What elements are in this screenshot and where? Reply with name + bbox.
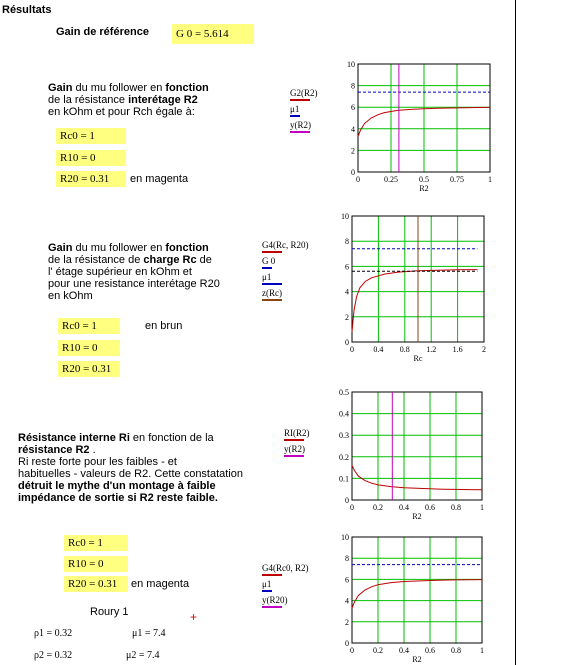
plot-frame — [352, 392, 482, 500]
x-tick-label: 0.4 — [373, 345, 384, 354]
series-g4-rc0-r2 — [352, 580, 482, 608]
y-tick-label: 4 — [345, 596, 349, 606]
y-tick-label: 2 — [345, 312, 349, 322]
x-tick-label: 0.6 — [425, 503, 435, 512]
x-tick-label: 0.4 — [399, 646, 409, 655]
y-tick-label: 0.5 — [339, 388, 349, 397]
x-tick-label: 0 — [350, 503, 354, 512]
chart4-legend: G4(Rc0, R2) μ1 y(R20) — [262, 563, 309, 611]
y-tick-label: 6 — [351, 103, 355, 113]
section1-r20: R20 = 0.31 — [56, 171, 126, 187]
section2-rc0: Rc0 = 1 — [58, 318, 120, 334]
series-g4-rc-r20 — [352, 270, 477, 332]
rho2-value: ρ2 = 0.32 — [34, 650, 73, 661]
gain-reference-value: G 0 = 5.614 — [172, 24, 254, 44]
chart3 — [330, 388, 490, 528]
y-tick-label: 2 — [345, 617, 349, 627]
section2-r20: R20 = 0.31 — [58, 361, 120, 377]
section1-r20-note: en magenta — [130, 173, 189, 185]
x-axis-label: Rc — [413, 354, 423, 363]
series-ri-r2 — [352, 465, 482, 489]
mu1-value: μ1 = 7.4 — [132, 628, 166, 639]
x-tick-label: 0.4 — [399, 503, 409, 512]
section4-rc0: Rc0 = 1 — [64, 535, 128, 551]
plus-marker-icon: + — [190, 610, 198, 624]
x-tick-label: 1.2 — [426, 345, 437, 354]
y-tick-label: 10 — [347, 60, 355, 69]
y-tick-label: 6 — [345, 575, 349, 585]
y-tick-label: 0.1 — [339, 474, 349, 484]
y-tick-label: 0 — [345, 639, 349, 648]
x-axis-label: R2 — [419, 184, 429, 193]
section1-description: Gain du mu follower en fonction de la résistance interétage R2 en kOhm et pour Rch égale à: — [48, 82, 209, 118]
y-tick-label: 0.3 — [339, 431, 349, 441]
y-tick-label: 0 — [345, 496, 349, 505]
section4-r10: R10 = 0 — [64, 556, 128, 572]
x-tick-label: 0.2 — [373, 503, 383, 512]
rho1-value: ρ1 = 0.32 — [34, 628, 73, 639]
y-tick-label: 0.4 — [339, 409, 349, 419]
y-tick-label: 8 — [345, 237, 349, 247]
y-tick-label: 4 — [345, 287, 349, 297]
section4-r20-note: en magenta — [131, 578, 190, 590]
x-tick-label: 0 — [350, 646, 354, 655]
y-tick-label: 8 — [351, 81, 355, 91]
mu2-value: μ2 = 7.4 — [126, 650, 160, 661]
y-tick-label: 0.2 — [339, 452, 349, 462]
plot-frame — [352, 537, 482, 643]
x-tick-label: 0.5 — [419, 175, 429, 184]
x-tick-label: 2 — [482, 345, 486, 354]
section1-r10: R10 = 0 — [56, 150, 126, 166]
x-tick-label: 0.2 — [373, 646, 383, 655]
x-tick-label: 0.6 — [425, 646, 435, 655]
section1-rc0: Rc0 = 1 — [56, 128, 126, 144]
y-tick-label: 0 — [351, 168, 355, 177]
x-tick-label: 1 — [488, 175, 492, 184]
chart2-legend: G4(Rc, R20) G 0 μ1 z(Rc) — [262, 240, 309, 304]
y-tick-label: 8 — [345, 554, 349, 564]
section4-r20: R20 = 0.31 — [64, 576, 128, 592]
x-tick-label: 0.8 — [399, 345, 410, 354]
y-tick-label: 4 — [351, 124, 355, 134]
x-tick-label: 1.6 — [452, 345, 463, 354]
section3-description: Résistance interne Ri en fonction de la résistance R2 . Ri reste forte pour les faibles - et habituelles - valeurs de R2. Cette constatation détruit le mythe d'un montage à faible impédance de sortie si R2 reste faible. — [18, 432, 244, 504]
section2-description: Gain du mu follower en fonction de la résistance de charge Rc de l' étage supérieur en kOhm et pour une resistance interétage R20 en kOhm — [48, 242, 220, 302]
page-right-border — [515, 0, 516, 665]
x-tick-label: 1 — [480, 646, 484, 655]
x-tick-label: 0 — [356, 175, 360, 184]
x-tick-label: 0.75 — [450, 175, 464, 184]
x-tick-label: 1 — [480, 503, 484, 512]
gain-reference-label: Gain de référence — [56, 26, 149, 38]
x-tick-label: 0.25 — [384, 175, 398, 184]
chart4 — [330, 532, 490, 665]
x-tick-label: 0.8 — [451, 503, 461, 512]
section2-rc0-note: en brun — [145, 320, 183, 332]
chart2 — [336, 212, 496, 372]
x-tick-label: 0.8 — [451, 646, 461, 655]
chart1 — [336, 58, 496, 198]
y-tick-label: 6 — [345, 262, 349, 272]
y-tick-label: 2 — [351, 146, 355, 156]
chart1-legend: G2(R2) μ1 y(R2) — [290, 88, 318, 136]
x-axis-label: R2 — [412, 655, 422, 664]
y-tick-label: 10 — [341, 533, 349, 542]
x-tick-label: 0 — [350, 345, 354, 354]
chart3-legend: RI(R2) y(R2) — [284, 428, 310, 460]
section2-r10: R10 = 0 — [58, 340, 120, 356]
y-tick-label: 0 — [345, 338, 349, 347]
page-title: Résultats — [2, 4, 52, 16]
y-tick-label: 10 — [341, 212, 349, 221]
roury-title: Roury 1 — [90, 606, 129, 618]
x-axis-label: R2 — [412, 512, 422, 521]
